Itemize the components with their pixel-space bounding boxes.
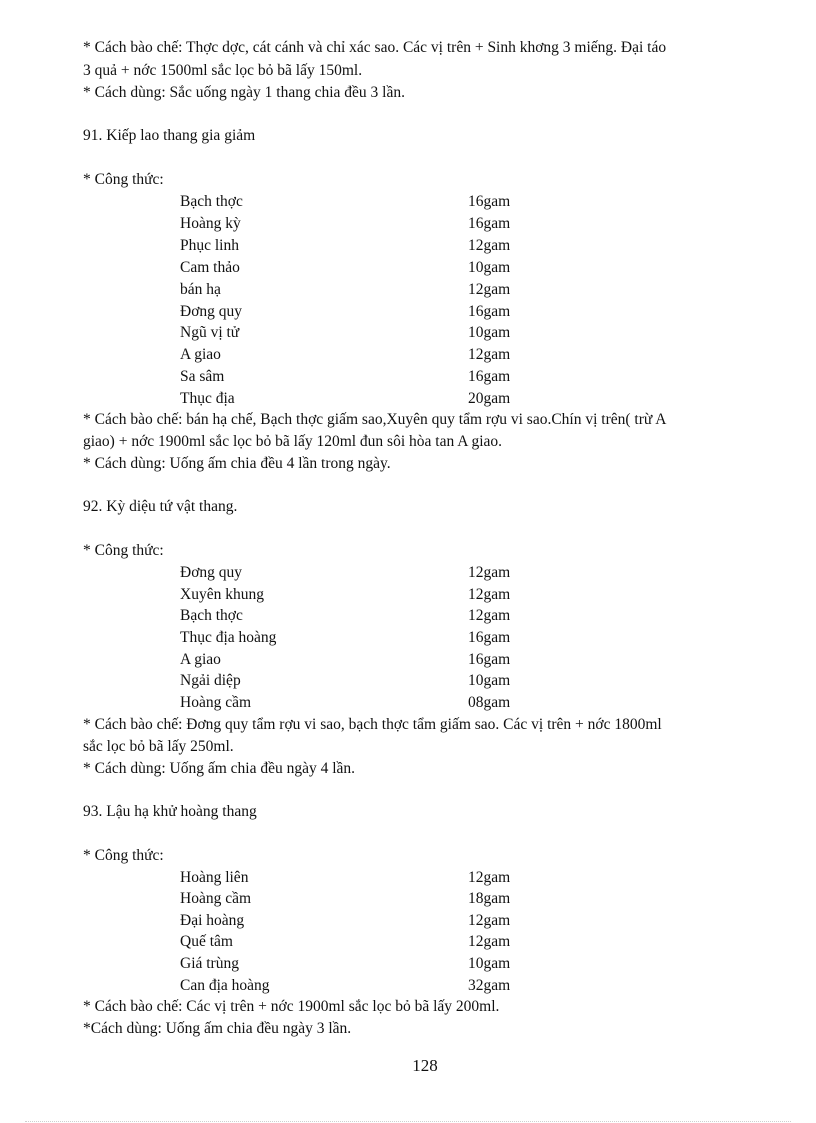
ingredient-amount: 10gam (468, 955, 511, 972)
prep-line: 3 quả + nớc 1500ml sắc lọc bỏ bã lấy 150ml. (83, 62, 363, 79)
prep-line: * Cách bào chế: Thợc dợc, cát cánh và chỉ xác sao. Các vị trên + Sinh khơng 3 miếng. Đại táo (83, 39, 667, 56)
ingredient-amount: 12gam (468, 586, 511, 603)
ingredient-name: Xuyên khung (180, 586, 264, 603)
ingredient-amount: 12gam (468, 281, 511, 298)
formula-label: * Công thức: (83, 847, 164, 864)
section-title: 92. Kỳ diệu tứ vật thang. (83, 498, 238, 515)
ingredient-name: Hoàng cầm (180, 694, 252, 711)
usage-line: * Cách dùng: Uống ấm chia đều ngày 4 lần. (83, 760, 356, 777)
ingredient-name: Hoàng kỳ (180, 215, 241, 232)
prep-line: * Cách bào chế: Đơng quy tẩm rợu vi sao, bạch thợc tẩm giấm sao. Các vị trên + nớc 1800ml (83, 716, 662, 733)
ingredient-name: Hoàng liên (180, 869, 249, 886)
ingredient-name: Đơng quy (180, 303, 243, 320)
ingredient-amount: 12gam (468, 933, 511, 950)
ingredient-name: Bạch thợc (180, 607, 243, 624)
ingredient-name: Bạch thợc (180, 193, 243, 210)
ingredient-name: Phục linh (180, 237, 239, 254)
ingredient-name: Sa sâm (180, 368, 225, 385)
usage-line: * Cách dùng: Sắc uống ngày 1 thang chia đều 3 lần. (83, 84, 405, 101)
ingredient-name: Can địa hoàng (180, 977, 270, 994)
prep-line: * Cách bào chế: bán hạ chế, Bạch thợc giấm sao,Xuyên quy tẩm rợu vi sao.Chín vị trên( trừ A (83, 411, 667, 428)
formula-label: * Công thức: (83, 171, 164, 188)
page-number: 128 (412, 1056, 438, 1075)
formula-label: * Công thức: (83, 542, 164, 559)
ingredient-name: Đơng quy (180, 564, 243, 581)
prep-line: * Cách bào chế: Các vị trên + nớc 1900ml sắc lọc bỏ bã lấy 200ml. (83, 998, 500, 1015)
ingredient-amount: 10gam (468, 672, 511, 689)
ingredient-amount: 12gam (468, 346, 511, 363)
ingredient-amount: 12gam (468, 869, 511, 886)
ingredient-name: bán hạ (180, 281, 221, 298)
ingredient-name: Giá trùng (180, 955, 239, 972)
ingredient-amount: 16gam (468, 193, 511, 210)
ingredient-amount: 16gam (468, 215, 511, 232)
ingredient-amount: 12gam (468, 237, 511, 254)
section-title: 93. Lậu hạ khử hoàng thang (83, 803, 257, 820)
ingredient-amount: 10gam (468, 259, 511, 276)
ingredient-amount: 16gam (468, 303, 511, 320)
ingredient-amount: 08gam (468, 694, 511, 711)
ingredient-name: Đại hoàng (180, 912, 245, 929)
ingredient-amount: 10gam (468, 324, 511, 341)
section-title: 91. Kiếp lao thang gia giảm (83, 127, 256, 144)
ingredient-amount: 32gam (468, 977, 511, 994)
ingredient-name: Ngải diệp (180, 672, 241, 689)
usage-line: * Cách dùng: Uống ấm chia đều 4 lần trong ngày. (83, 455, 391, 472)
ingredient-amount: 16gam (468, 629, 511, 646)
ingredient-amount: 20gam (468, 390, 511, 407)
ingredient-name: Cam thảo (180, 259, 240, 276)
ingredient-name: Hoàng cầm (180, 890, 252, 907)
ingredient-amount: 16gam (468, 368, 511, 385)
ingredient-name: Thục địa hoàng (180, 629, 277, 646)
ingredient-name: Ngũ vị tử (180, 324, 240, 341)
ingredient-name: A giao (180, 346, 221, 363)
ingredient-amount: 12gam (468, 564, 511, 581)
ingredient-amount: 12gam (468, 607, 511, 624)
prep-line: giao) + nớc 1900ml sắc lọc bỏ bã lấy 120ml đun sôi hòa tan A giao. (83, 433, 503, 450)
ingredient-name: Quế tâm (180, 933, 233, 950)
usage-line: *Cách dùng: Uống ấm chia đều ngày 3 lần. (83, 1020, 352, 1037)
ingredient-amount: 12gam (468, 912, 511, 929)
ingredient-amount: 18gam (468, 890, 511, 907)
ingredient-name: Thục địa (180, 390, 235, 407)
prep-line: sắc lọc bỏ bã lấy 250ml. (83, 738, 234, 755)
page-bottom-border (25, 1121, 791, 1122)
ingredient-amount: 16gam (468, 651, 511, 668)
ingredient-name: A giao (180, 651, 221, 668)
